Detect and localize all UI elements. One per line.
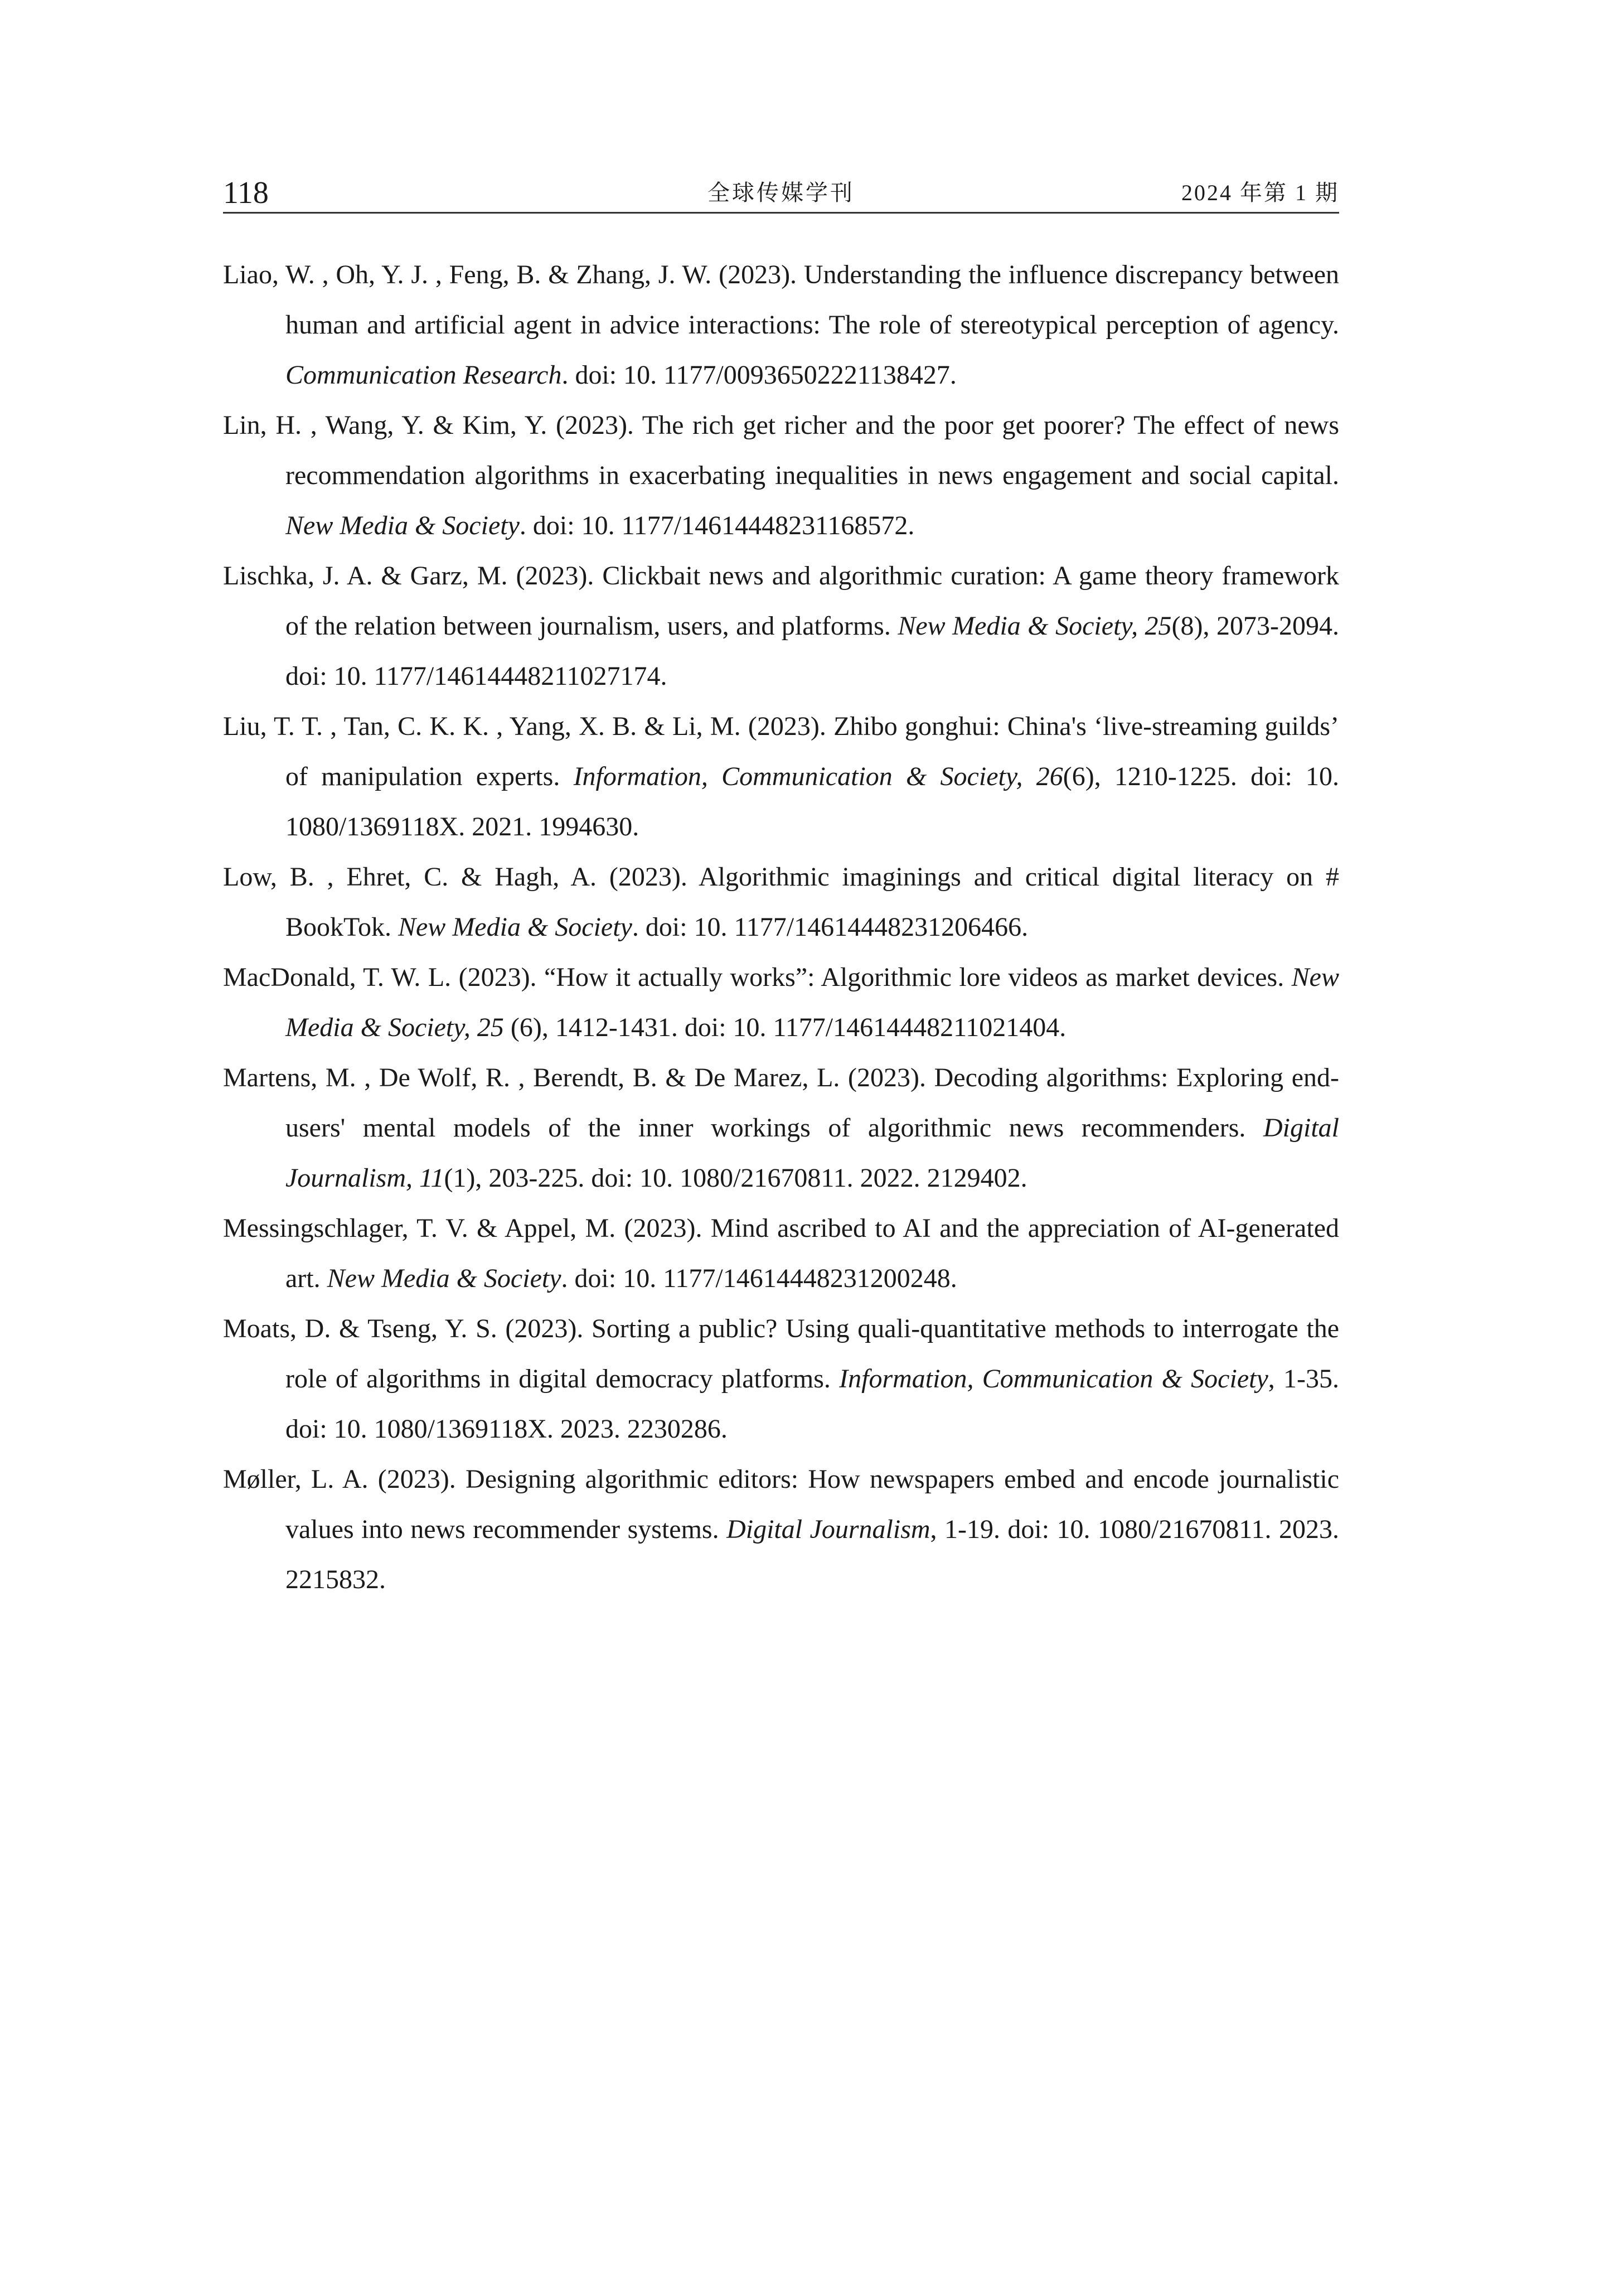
reference-text: Liao, W. , Oh, Y. J. , Feng, B. & Zhang, J. W. (2023). Understanding the influence discrepancy between human and artificial agent in advice interactions: The role of stereotypical perception of agency. <box>223 260 1339 340</box>
reference-doi: (6), 1412-1431. doi: 10. 1177/14614448211021404. <box>503 1013 1066 1042</box>
page-number: 118 <box>223 176 269 210</box>
reference-entry <box>223 702 1339 852</box>
reference-source: New Media & Society <box>327 1264 561 1293</box>
reference-text: Martens, M. , De Wolf, R. , Berendt, B. & De Marez, L. (2023). Decoding algorithms: Exploring end-users' mental models of the inner workings of algorithmic news recommenders. <box>223 1063 1339 1143</box>
reference-text: Liu, T. T. , Tan, C. K. K. , Yang, X. B. & Li, M. (2023). Zhibo gonghui: China's ‘live-streaming guilds’ of manipulation experts. <box>223 712 1339 791</box>
reference-doi: , 1-19. doi: 10. 1080/21670811. 2023. 2215832. <box>285 1515 1340 1594</box>
reference-source: Digital Journalism <box>726 1515 930 1544</box>
reference-text: MacDonald, T. W. L. (2023). “How it actually works”: Algorithmic lore videos as market devices. <box>223 962 1292 992</box>
reference-text: Lischka, J. A. & Garz, M. (2023). Clickbait news and algorithmic curation: A game theory framework of the relation between journalism, users, and platforms. <box>223 561 1339 641</box>
reference-entry <box>223 250 1339 400</box>
reference-doi: . doi: 10. 1177/14614448231168572. <box>519 511 915 540</box>
reference-entry <box>223 1053 1339 1203</box>
reference-source: New Media & Society, 25 <box>898 611 1172 641</box>
reference-entry <box>223 1454 1339 1605</box>
reference-doi: . doi: 10. 1177/00936502221138427. <box>561 360 957 390</box>
reference-source: Information, Communication & Society, 26 <box>573 762 1063 791</box>
reference-source: Digital Journalism, 11 <box>285 1113 1339 1193</box>
reference-doi: . doi: 10. 1177/14614448231206466. <box>632 912 1029 942</box>
reference-list <box>223 250 1339 1605</box>
page-header <box>223 170 1339 214</box>
reference-entry <box>223 1203 1339 1304</box>
reference-text: Moats, D. & Tseng, Y. S. (2023). Sorting a public? Using quali-quantitative methods to interrogate the role of algorithms in digital democracy platforms. <box>223 1314 1339 1394</box>
reference-doi: (1), 203-225. doi: 10. 1080/21670811. 2022. 2129402. <box>444 1163 1027 1193</box>
reference-text: Low, B. , Ehret, C. & Hagh, A. (2023). Algorithmic imaginings and critical digital literacy on # BookTok. <box>223 862 1339 942</box>
reference-source: Communication Research <box>285 360 562 390</box>
reference-source: New Media & Society, 25 <box>285 962 1339 1042</box>
reference-entry <box>223 852 1339 952</box>
reference-entry <box>223 1304 1339 1454</box>
reference-doi: (6), 1210-1225. doi: 10. 1080/1369118X. 2021. 1994630. <box>285 762 1340 841</box>
journal-title: 全球传媒学刊 <box>707 180 855 205</box>
reference-source: New Media & Society <box>397 912 632 942</box>
reference-doi: (8), 2073-2094. doi: 10. 1177/14614448211027174. <box>285 611 1340 691</box>
reference-source: New Media & Society <box>285 511 520 540</box>
reference-text: Messingschlager, T. V. & Appel, M. (2023). Mind ascribed to AI and the appreciation of AI-generated art. <box>223 1213 1339 1293</box>
reference-entry <box>223 952 1339 1053</box>
issue-label: 2024 年第 1 期 <box>1181 180 1339 205</box>
reference-text: Lin, H. , Wang, Y. & Kim, Y. (2023). The rich get richer and the poor get poorer? The effect of news recommendation algorithms in exacerbating inequalities in news engagement and social capital. <box>223 410 1339 490</box>
reference-source: Information, Communication & Society <box>839 1364 1268 1394</box>
reference-entry <box>223 551 1339 702</box>
reference-doi: , 1-35. doi: 10. 1080/1369118X. 2023. 2230286. <box>285 1364 1340 1444</box>
reference-text: Møller, L. A. (2023). Designing algorithmic editors: How newspapers embed and encode journalistic values into news recommender systems. <box>223 1464 1339 1544</box>
reference-entry <box>223 400 1339 551</box>
reference-doi: . doi: 10. 1177/14614448231200248. <box>561 1264 957 1293</box>
